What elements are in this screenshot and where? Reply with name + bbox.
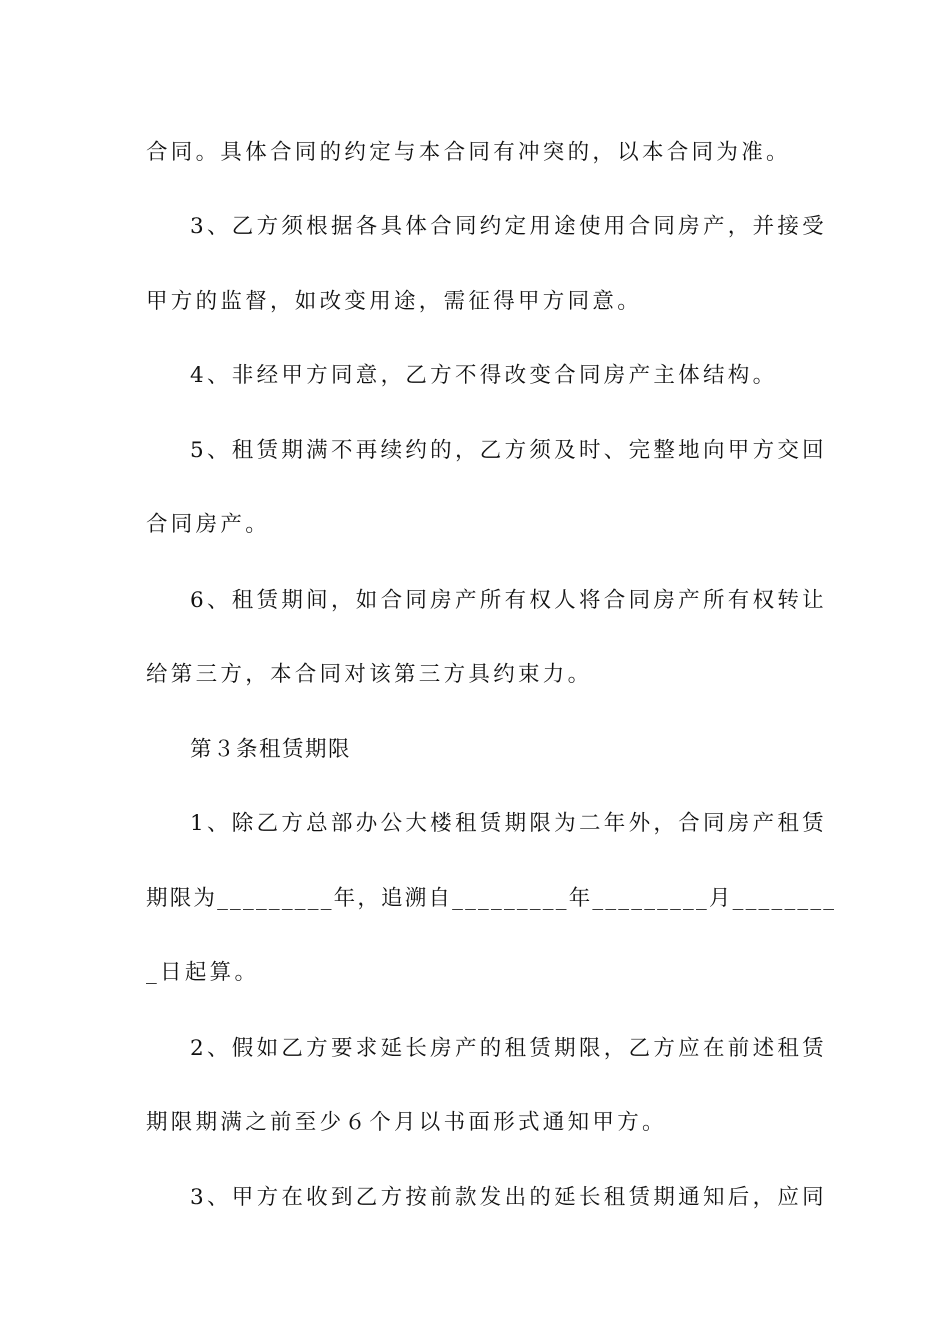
clause-5-line: 5、租赁期满不再续约的，乙方须及时、完整地向甲方交回 — [190, 438, 827, 463]
clause-3-line: 3、乙方须根据各具体合同约定用途使用合同房产，并接受 — [190, 214, 827, 239]
text-line: _日起算。 — [146, 960, 260, 985]
term-clause-2-line: 2、假如乙方要求延长房产的租赁期限，乙方应在前述租赁 — [190, 1036, 827, 1061]
term-clause-1-line: 1、除乙方总部办公大楼租赁期限为二年外，合同房产租赁 — [190, 811, 827, 836]
text-line: 合同。具体合同的约定与本合同有冲突的，以本合同为准。 — [146, 140, 791, 165]
clause-4-line: 4、非经甲方同意，乙方不得改变合同房产主体结构。 — [190, 363, 778, 388]
text-line: 合同房产。 — [146, 512, 271, 537]
section-heading: 第３条租赁期限 — [190, 737, 352, 762]
text-line: 期限期满之前至少６个月以书面形式通知甲方。 — [146, 1110, 667, 1135]
text-line: 甲方的监督，如改变用途，需征得甲方同意。 — [146, 289, 643, 314]
term-clause-3-line: 3、甲方在收到乙方按前款发出的延长租赁期通知后，应同 — [190, 1185, 827, 1210]
blank-fields-line: 期限为_________年，追溯自_________年_________月________ — [146, 886, 837, 911]
text-line: 给第三方，本合同对该第三方具约束力。 — [146, 662, 593, 687]
clause-6-line: 6、租赁期间，如合同房产所有权人将合同房产所有权转让 — [190, 588, 827, 613]
